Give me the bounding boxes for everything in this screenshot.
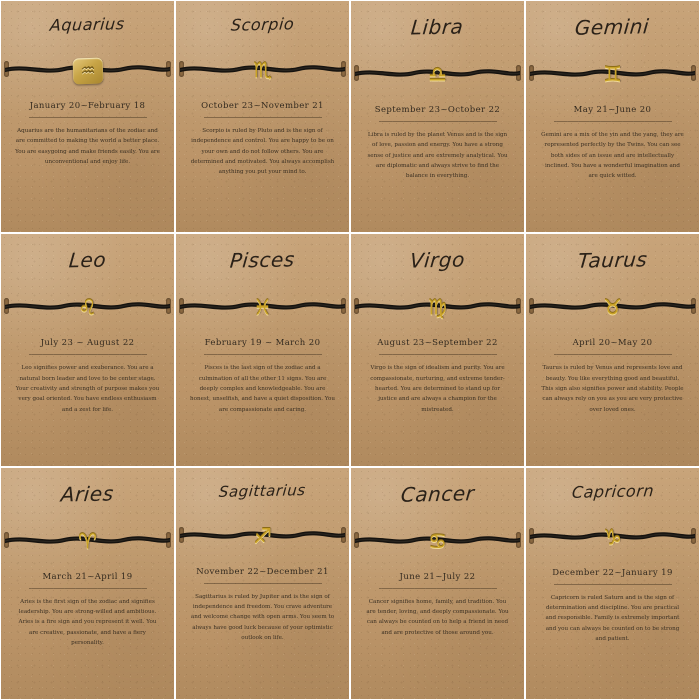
sign-description: Cancer signifies home, family, and tradition. You are tender, loving, and deeply compassionate. You can always be counted on to help a friend in need and are protective of those around you. (366, 598, 509, 636)
date-range: November 22~December 21 (196, 566, 329, 577)
sign-description: Pisces is the last sign of the zodiac and a culmination of all the other 11 signs. You are deeply complex and knowledgeable. You are honest, unselfish, and have a quiet disposition. You are compassionate and caring. (190, 365, 335, 413)
zodiac-charm (428, 62, 447, 87)
bracelet-cord-area (526, 514, 699, 562)
bracelet-cord-area (176, 513, 349, 561)
divider (204, 583, 322, 584)
zodiac-glyph-icon: ♐ (253, 524, 272, 549)
date-range: January 20~February 18 (29, 101, 146, 111)
date-range: September 23~October 22 (374, 105, 501, 115)
bracelet-cord-area (526, 51, 699, 99)
sign-description: Leo signifies power and exuberance. You are a natural born leader and love to be center stage. Your creativity and strength of purpose makes you very goal oriented. You have endless enthusiasm and a zest for life. (15, 365, 160, 413)
date-range: May 21~June 20 (573, 105, 652, 115)
date-range: June 21~July 22 (399, 571, 476, 582)
bracelet-cord-area (351, 51, 524, 99)
zodiac-card (0, 0, 175, 233)
sign-title: Virgo (408, 247, 467, 273)
sign-description: Gemini are a mix of the yin and the yang, they are represented perfectly by the Twins. You can see both sides of an issue and are intellectually inclined. You have a wonderful imagination and are quick witted. (541, 132, 684, 180)
zodiac-glyph-icon: ♌ (78, 295, 97, 320)
zodiac-charm (428, 295, 447, 320)
bracelet-cord-area (1, 518, 174, 566)
zodiac-glyph-icon: ♎ (428, 62, 447, 87)
bracelet-cord-area (1, 47, 174, 95)
zodiac-charm (78, 295, 97, 320)
date-range: February 19 ~ March 20 (204, 338, 321, 349)
divider (29, 117, 147, 118)
sign-description: Sagittarius is ruled by Jupiter and is the sign of independence and freedom. You crave adventure and welcome change with open arms. You seem to always have good luck because of your optimistic outlook on life. (190, 593, 335, 642)
divider (204, 117, 322, 118)
sign-title: Libra (410, 14, 465, 40)
zodiac-glyph-icon: ♈ (78, 529, 97, 554)
zodiac-card (350, 0, 525, 233)
date-range: April 20~May 20 (572, 338, 653, 349)
divider (554, 584, 672, 585)
zodiac-glyph-icon: ♏ (253, 58, 272, 83)
bracelet-cord-area (176, 284, 349, 332)
zodiac-charm (78, 531, 97, 552)
bracelet-cord-area (351, 284, 524, 332)
zodiac-card (350, 467, 525, 700)
bracelet-cord-area (351, 518, 524, 566)
sign-description: Scorpio is ruled by Pluto and is the sign of independence and control. You are happy to be on your own and do not follow others. You are determined and motivated. You always accomplish anything you put your mind to. (190, 128, 335, 176)
divider (554, 354, 672, 355)
sign-description: Libra is ruled by the planet Venus and is the sign of love, passion and energy. You have a strong sense of justice and are extremely analytical. You are diplomatic and always strive to find the balance in everything. (367, 132, 508, 180)
date-range: December 22~January 19 (552, 567, 673, 578)
zodiac-glyph-icon: ♍ (428, 295, 447, 320)
zodiac-charm (72, 57, 103, 84)
bracelet-cord-area (1, 284, 174, 332)
sign-title: Taurus (576, 247, 649, 274)
zodiac-charm (253, 526, 272, 547)
sign-title: Pisces (229, 247, 296, 274)
sign-title: Sagittarius (218, 480, 307, 501)
sign-title: Cancer (399, 480, 476, 507)
zodiac-charm (603, 527, 622, 548)
zodiac-glyph-icon: ♒ (79, 60, 96, 81)
zodiac-card (525, 0, 700, 233)
zodiac-card (525, 467, 700, 700)
sign-title: Scorpio (230, 14, 296, 35)
date-range: March 21~April 19 (42, 571, 133, 582)
sign-description: Capricorn is ruled Saturn and is the sign of determination and discipline. You are practical and responsible. Family is extremely important and you can always be counted on to be strong and patient. (545, 594, 680, 643)
zodiac-card (350, 233, 525, 466)
zodiac-charm (428, 531, 447, 552)
zodiac-glyph-icon: ♓ (253, 295, 272, 320)
sign-description: Aries is the first sign of the zodiac and signifies leadership. You are strong-willed and ambitious. Aries is a fire sign and you represent it well. You are creative, passionate, and have a fiery personality. (18, 598, 157, 647)
divider (204, 354, 322, 355)
zodiac-charm (253, 295, 272, 320)
divider (379, 354, 497, 355)
sign-title: Gemini (574, 14, 651, 40)
date-range: October 23~November 21 (201, 101, 324, 111)
bracelet-cord-area (526, 284, 699, 332)
sign-title: Aquarius (49, 14, 126, 35)
zodiac-glyph-icon: ♉ (603, 295, 622, 320)
zodiac-card (525, 233, 700, 466)
zodiac-card (175, 233, 350, 466)
divider (379, 121, 497, 122)
sign-title: Capricorn (570, 480, 655, 502)
zodiac-card (175, 0, 350, 233)
zodiac-card (0, 233, 175, 466)
sign-description: Aquarius are the humanitarians of the zodiac and are committed to making the world a better place. You are easygoing and make friends easily. You are unconventional and enjoy life. (15, 128, 160, 166)
zodiac-glyph-icon: ♊ (603, 62, 622, 87)
zodiac-card (0, 467, 175, 700)
zodiac-glyph-icon: ♑ (603, 525, 622, 550)
divider (379, 588, 497, 589)
sign-title: Leo (67, 247, 108, 273)
divider (29, 354, 147, 355)
zodiac-charm (603, 62, 622, 87)
zodiac-charm (253, 58, 272, 83)
sign-description: Virgo is the sign of idealism and purity. You are compassionate, nurturing, and extreme tender-hearted. You are determined to stand up for justice and are always a champion for the mistreated. (370, 365, 505, 413)
zodiac-charm (603, 295, 622, 320)
divider (29, 588, 147, 589)
sign-description: Taurus is ruled by Venus and represents love and beauty. You like everything good and beautiful. This sign also signifies power and stability. People can always rely on you as you are very protective over loved ones. (541, 365, 684, 413)
sign-title: Aries (60, 481, 115, 507)
zodiac-card (175, 467, 350, 700)
zodiac-glyph-icon: ♋ (428, 529, 447, 554)
date-range: July 23 ~ August 22 (40, 338, 135, 349)
bracelet-cord-area (176, 47, 349, 95)
divider (554, 121, 672, 122)
date-range: August 23~September 22 (377, 338, 498, 349)
